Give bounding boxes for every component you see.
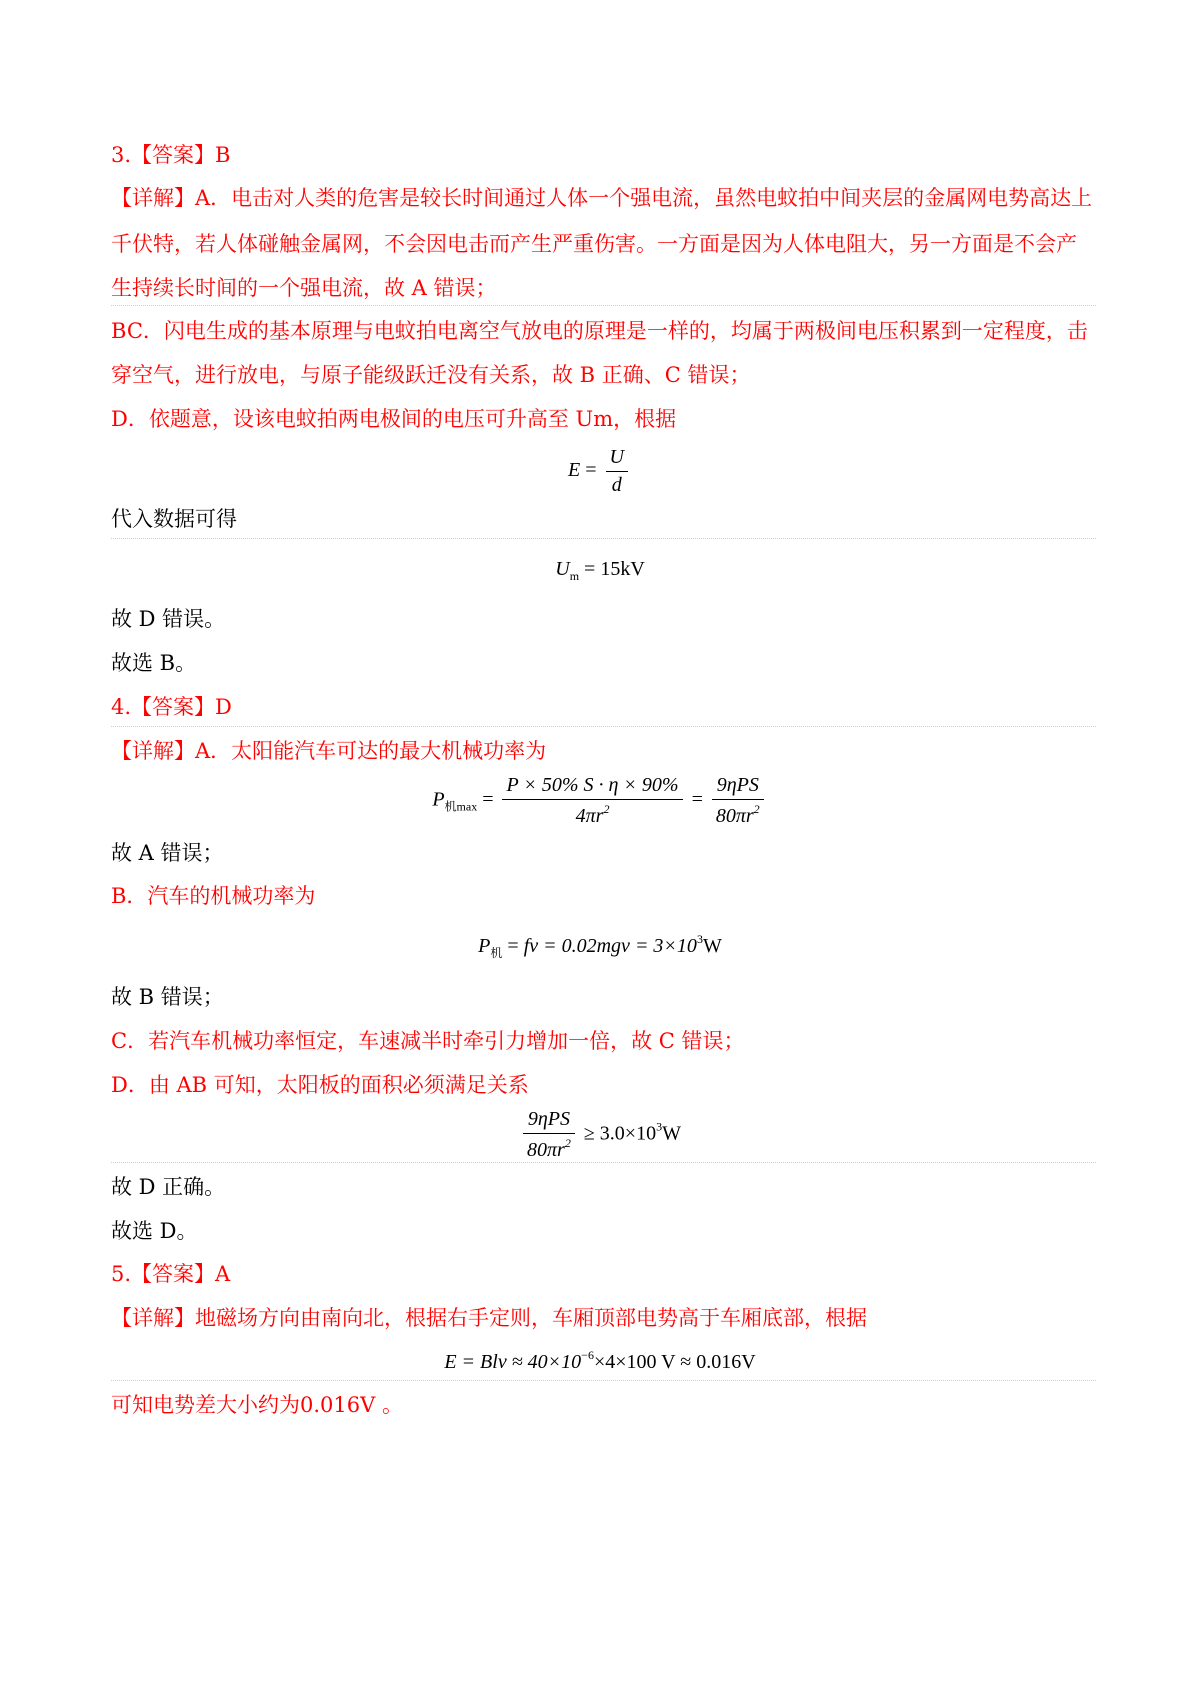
q4-b-wrong: 故 B 错误； [111,985,224,1009]
q4-line-c: C．若汽车机械功率恒定，车速减半时牵引力增加一倍，故 C 错误； [111,1029,745,1053]
q4-a-wrong: 故 A 错误； [111,841,224,865]
dotted-divider [111,1162,1096,1163]
q5-answer: 5.【答案】A [111,1262,231,1286]
q5-line-1: 【详解】地磁场方向由南向北，根据右手定则，车厢顶部电势高于车厢底部，根据 [111,1306,867,1330]
q4-answer: 4.【答案】D [111,695,232,719]
q4-d-correct: 故 D 正确。 [111,1175,226,1199]
q3-answer: 3.【答案】B [111,143,231,167]
dotted-divider [111,726,1096,727]
q3-d-wrong: 故 D 错误。 [111,607,226,631]
q3-substitute: 代入数据可得 [111,507,237,531]
q3-line-6-text: D．依题意，设该电蚊拍两电极间的电压可升高至 U [111,407,594,431]
formula-area-inequality: $\frac{\text{9ηPS}}{80\pi r^2}$ ≥ $3.0\times 10^3W$ [0,1108,1200,1162]
q3-line-1: 【详解】A．电击对人类的危害是较长时间通过人体一个强电流，虽然电蚊拍中间夹层的金属网电势高达上 [111,186,1093,210]
dotted-divider [111,305,1096,306]
q5-line-2: 可知电势差大小约为0.016V 。 [111,1393,403,1417]
formula-um: $U_m = 15kV$ [555,558,645,583]
q4-line-b: B．汽车的机械功率为 [111,884,316,908]
q3-line-6-tail: m，根据 [593,407,677,431]
q4-line-d: D．由 AB 可知，太阳板的面积必须满足关系 [111,1073,529,1097]
q4-choice: 故选 D。 [111,1219,198,1243]
formula-p-max: $P_{机max}$ = $\frac{P \times 50\% S \cdot \eta \times 90\%}{4\pi r^2}$ = $\frac{\text{9ηPS}}{80\pi r^2}$ [0,774,1200,828]
q4-line-1: 【详解】A．太阳能汽车可达的最大机械功率为 [111,739,547,763]
q3-line-5: 穿空气，进行放电，与原子能级跃迁没有关系，故 B 正确、C 错误； [111,363,751,387]
dotted-divider [111,538,1096,539]
dotted-divider [111,1380,1096,1381]
q3-line-4: BC．闪电生成的基本原理与电蚊拍电离空气放电的原理是一样的，均属于两极间电压积累到一定程度，击 [111,319,1088,343]
formula-p-mech: $P_机$ = fv = $0.02mgv = 3\times 10^3W$ [478,932,722,960]
q3-line-6 [111,406,676,432]
q3-choice: 故选 B。 [111,651,197,675]
q3-line-3: 生持续长时间的一个强电流，故 A 错误； [111,276,497,300]
q3-line-2: 千伏特，若人体碰触金属网，不会因电击而产生严重伤害。一方面是因为人体电阻大，另一方面是不会产 [111,232,1077,256]
formula-e-u-over-d: E = $\frac{U}{d}$ [0,446,1200,497]
formula-emf: E = Blv ≈ $40\times 10^{-6}\times 4\times 100$ V ≈ 0.016V [444,1348,756,1373]
